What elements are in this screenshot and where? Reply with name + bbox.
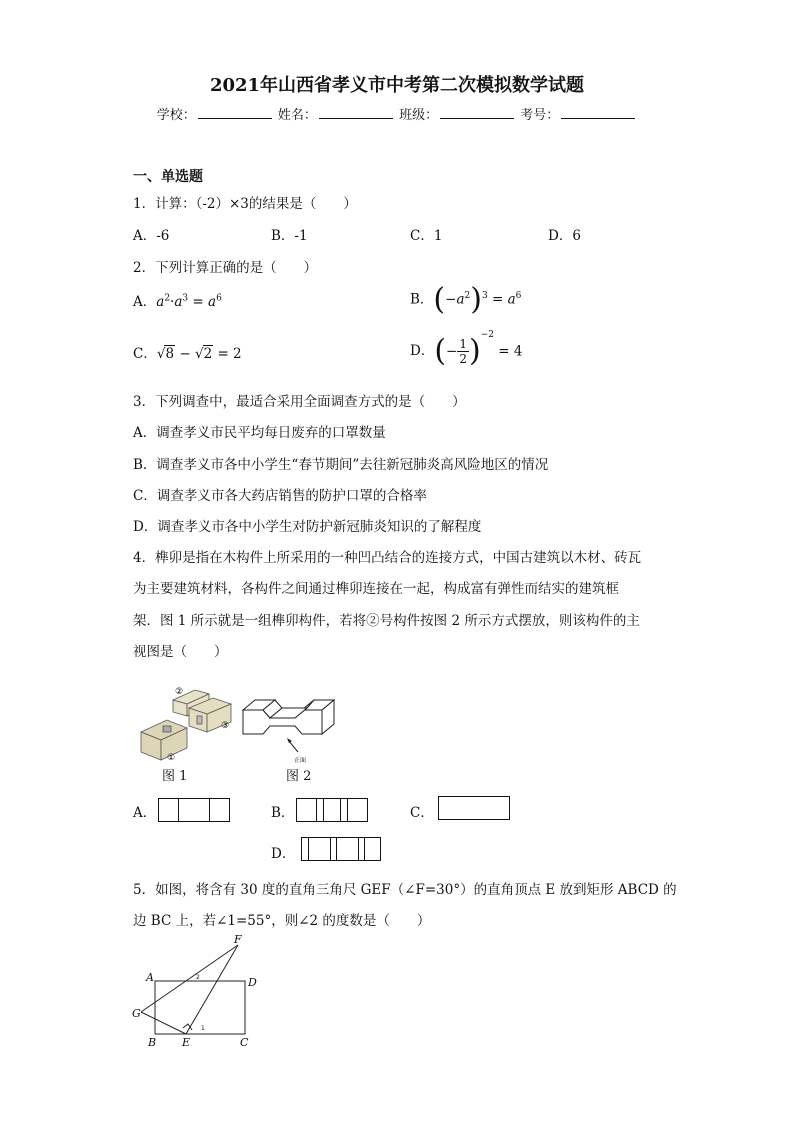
student-info [0,104,794,123]
class-label: 班级： [399,108,439,123]
q2-option-d: D．(− $\frac{1}{2}$ )$^{-2}$ = 4 [410,330,523,369]
q4-option-b-label: B． [271,805,295,821]
q1-option-b: B．-1 [271,228,308,244]
question-4-line-2: 为主要建筑材料，各构件之间通过榫卯连接在一起，构成富有弹性而结实的建筑框 [133,581,619,597]
q4-option-c-label: C． [410,805,434,821]
q4-option-b-view [296,798,368,822]
q1-option-d: D．6 [548,228,581,244]
name-blank [319,106,393,119]
figure-1-caption: 图 1 [162,769,188,784]
label-circled-3: ③ [221,721,230,731]
q4-option-d-label: D． [271,846,296,862]
svg-text:E: E [182,1036,191,1049]
figure-2-caption: 图 2 [286,769,312,784]
triangle-rectangle-figure [128,932,268,1054]
q1-option-c: C．1 [410,228,443,244]
q2-option-b: B．$(-a^2)^3 = a^6$ [410,282,522,317]
svg-text:C: C [240,1036,249,1049]
svg-text:2: 2 [196,974,200,981]
label-circled-2: ② [175,687,184,697]
id-label: 考号： [520,108,560,123]
q4-option-a-label: A． [133,805,157,821]
svg-text:D: D [248,976,257,989]
q4-option-a-view [158,798,230,822]
svg-text:G: G [132,1007,141,1020]
page-title: 2021年山西省孝义市中考第二次模拟数学试题 [209,75,585,96]
question-5-line-1: 5．如图，将含有 30 度的直角三角尺 GEF（∠F=30°）的直角顶点 E 放到矩形 ABCD 的 [133,882,677,898]
question-4-line-4: 视图是（ ） [133,644,228,660]
question-2: 2．下列计算正确的是（ ） [133,260,318,276]
q3-option-d: D．调查孝义市各中小学生对防护新冠肺炎知识的了解程度 [133,519,482,535]
class-blank [440,106,514,119]
label-circled-1: ① [167,753,176,763]
q3-option-c: C．调查孝义市各大药店销售的防护口罩的合格率 [133,488,427,504]
svg-text:B: B [148,1036,157,1049]
q3-option-a: A．调查孝义市民平均每日废弃的口罩数量 [133,425,386,441]
q1-option-a: A．-6 [133,228,170,244]
mortise-tenon-figure-1 [133,682,243,764]
mortise-tenon-figure-2 [238,692,338,764]
question-5-line-2: 边 BC 上，若∠1=55°，则∠2 的度数是（ ） [133,913,431,929]
section-heading: 一、单选题 [133,169,203,185]
q2-option-c: C．√8 − √2 = 2 [133,346,242,362]
front-label: 正面 [294,757,307,764]
q3-option-b: B．调查孝义市各中小学生“春节期间”去往新冠肺炎高风险地区的情况 [133,457,549,473]
question-1: 1．计算：（-2）×3的结果是（ ） [133,196,357,212]
name-label: 姓名： [277,108,317,123]
question-3: 3．下列调查中，最适合采用全面调查方式的是（ ） [133,394,466,410]
svg-text:A: A [146,971,154,984]
q4-option-d-view [301,837,381,861]
id-blank [561,106,635,119]
svg-text:F: F [234,933,242,946]
svg-text:1: 1 [201,1025,205,1032]
q2-option-a: A．$a^2\cdot a^3 = a^6$ [133,293,222,310]
school-label: 学校： [156,108,196,123]
question-4-line-3: 架．图 1 所示就是一组榫卯构件，若将②号构件按图 2 所示方式摆放，则该构件的主 [133,613,640,629]
q4-option-c-view [438,796,510,820]
question-4-line-1: 4．榫卯是指在木构件上所采用的一种凹凸结合的连接方式，中国古建筑以木材、砖瓦 [133,550,642,566]
school-blank [198,106,272,119]
